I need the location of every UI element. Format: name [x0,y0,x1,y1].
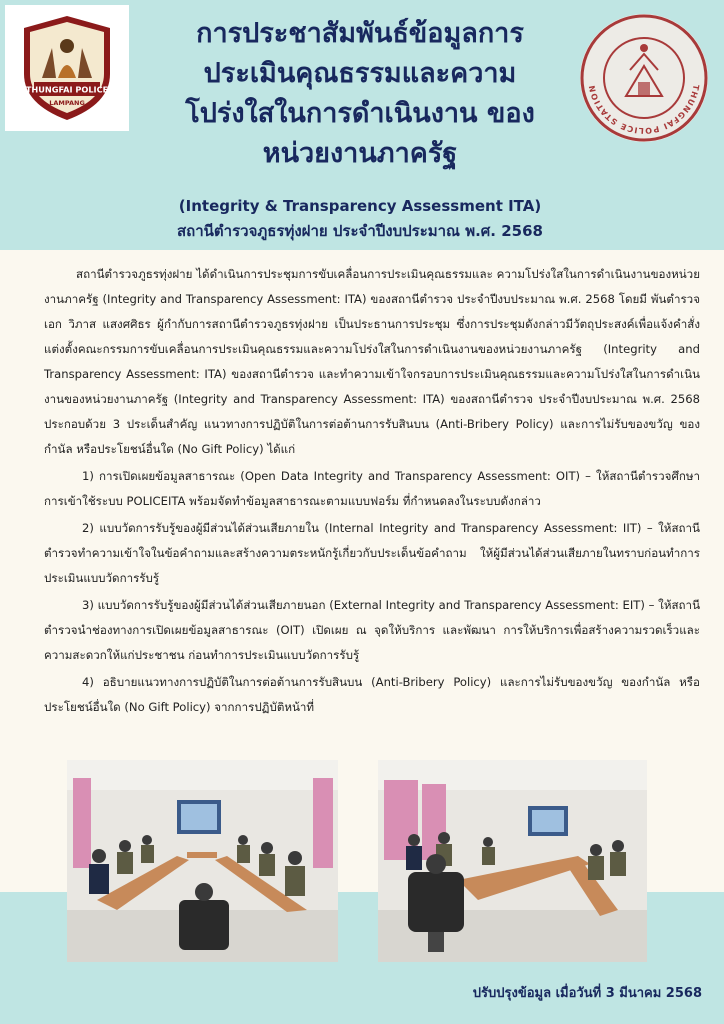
list-item: 1) การเปิดเผยข้อมูลสาธารณะ (Open Data Integrity and Transparency Assessment: OIT) – ให้สถานีตำรวจศึกษาการเข้าใช้ระบบ POLICEITA พร้อมจัดทำข้อมูลสาธารณะตามแบบฟอร์ม ที่กำหนดลงในระบบดังกล่าว [44,469,700,508]
list-item: 3) แบบวัดการรับรู้ของผู้มีส่วนได้ส่วนเสียภายนอก (External Integrity and Transparency Assessment: EIT) – ให้สถานีตำรวจนำช่องทางการเปิดเผยข้อมูลสาธารณะ (OIT) เปิดเผย ณ จุดให้บริการ และพัฒนา การให้บริการเพื่อสร้างความรวดเร็วและความสะดวกให้แก่ประชาชน ก่อนทำการประเมินแบบวัดการรับรู้ [44,598,700,662]
title-line: หน่วยงานภาครัฐ [262,138,458,169]
badge-subtext: LAMPANG [49,99,85,107]
list-item: 4) อธิบายแนวทางการปฏิบัติในการต่อต้านการรับสินบน (Anti-Bribery Policy) และการไม่รับของขวัญ ของกำนัล หรือประโยชน์อื่นใด (No Gift Policy) จากการปฏิบัติหน้าที่ [44,675,700,714]
page-title [130,14,590,174]
subtitle-english: (Integrity & Transparency Assessment ITA) [178,197,542,215]
station-seal-logo [574,8,714,148]
intro-paragraph: สถานีตำรวจภูธรทุ่งฝาย ได้ดำเนินการประชุมการขับเคลื่อนการประเมินคุณธรรมและ ความโปร่งใสในการดำเนินงานของหน่วยงานภาครัฐ (Integrity and Transparency Assessment: ITA) ของสถานีตำรวจ ประจำปีงบประมาณ พ.ศ. 2568 โดยมี พันตำรวจเอก วิภาส แสงศศิธร ผู้กำกับการสถานีตำรวจภูธรทุ่งฝาย เป็นประธานการประชุม ซึ่งการประชุมดังกล่าวมีวัตถุประสงค์เพื่อแจ้งคำสั่งแต่งตั้งคณะกรรมการขับเคลื่อนการประเมินคุณธรรมและความโปร่งใสในการดำเนินงานของหน่วยงานภาครัฐ (Integrity and Transparency Assessment: ITA) ของสถานีตำรวจ และทำความเข้าใจกรอบการประเมินคุณธรรมและความโปร่งใสในการดำเนินงานของหน่วยงานภาครัฐ (Integrity and Transparency Assessment: ITA) ของสถานีตำรวจ ประจำปีงบประมาณ พ.ศ. 2568 ประกอบด้วย 3 ประเด็นสำคัญ แนวทางการปฏิบัติในการต่อต้านการรับสินบน (Anti-Bribery Policy) และการไม่รับของขวัญ ของกำนัล หรือประโยชน์อื่นใด (No Gift Policy) ได้แก่ [44,267,700,456]
meeting-photo [378,760,647,962]
meeting-photo [67,760,338,962]
police-badge-logo [5,5,129,131]
title-line: โปร่งใสในการดำเนินงาน ของ [185,98,535,129]
list-item: 2) แบบวัดการรับรู้ของผู้มีส่วนได้ส่วนเสียภายใน (Internal Integrity and Transparency Assessment: IIT) – ให้สถานีตำรวจทำความเข้าใจในข้อคำถามและสร้างความตระหนักรู้เกี่ยวกับประเด็นข้อคำถาม ให้ผู้มีส่วนได้ส่วนเสียภายในทราบก่อนทำการประเมินแบบวัดการรับรู้ [44,521,700,585]
update-date: ปรับปรุงข้อมูล เมื่อวันที่ 3 มีนาคม 2568 [472,986,702,1001]
badge-text: THUNGFAI POLICE [25,84,109,95]
subtitle-thai: สถานีตำรวจภูธรทุ่งฝาย ประจำปีงบประมาณ พ.ศ. 2568 [177,222,543,240]
seal-text: THUNGFAI POLICE STATION [587,83,701,136]
title-line: ประเมินคุณธรรมและความ [203,58,517,89]
title-line: การประชาสัมพันธ์ข้อมูลการ [196,18,524,49]
body-text [44,262,700,720]
